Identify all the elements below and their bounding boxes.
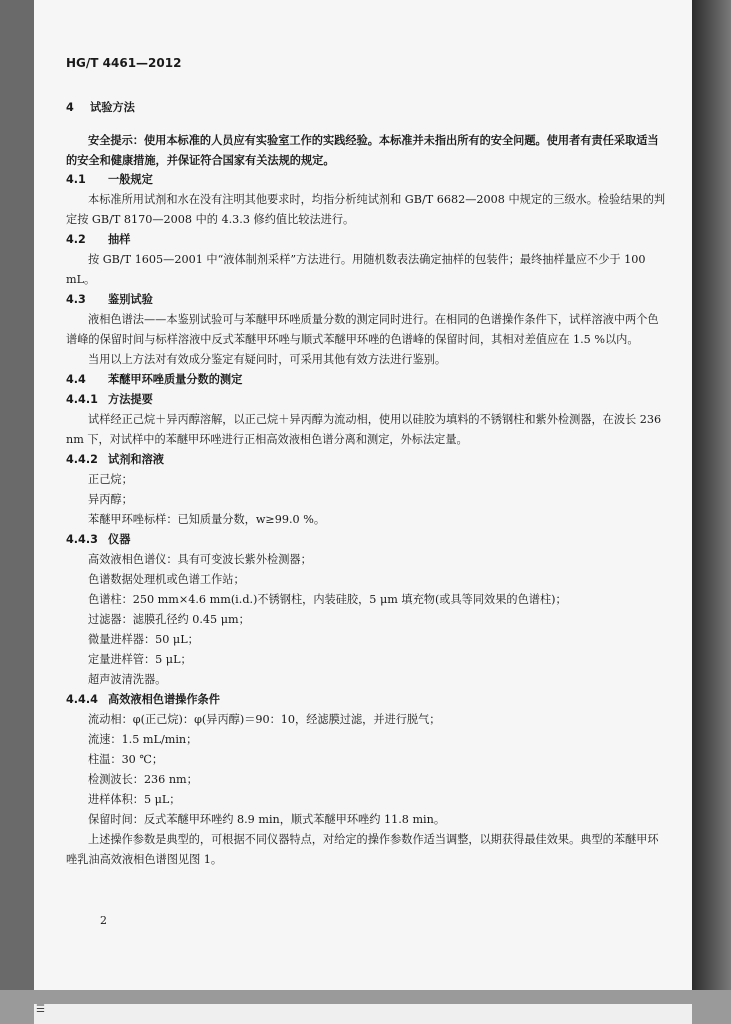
section-4-heading: 4 试验方法: [66, 101, 135, 114]
safety-notice: 安全提示：使用本标准的人员应有实验室工作的实践经验。本标准并未指出所有的安全问题。使用者有责任采取适当的安全和健康措施，并保证符合国家有关法规的规定。: [66, 133, 659, 167]
section-4-3-text: 液相色谱法——本鉴别试验可与苯醚甲环唑质量分数的测定同时进行。在相同的色谱操作条件下，试样溶液中两个色谱峰的保留时间与标样溶液中反式苯醚甲环唑与顺式苯醚甲环唑的色谱峰的保留时间，其相对差值应在 1.5 %以内。: [66, 313, 659, 346]
section-4-1-text: 本标准所用试剂和水在没有注明其他要求时，均指分析纯试剂和 GB/T 6682—2008 中规定的三级水。检验结果的判定按 GB/T 8170—2008 中的 4.3.3 修约值比较法进行。: [66, 193, 666, 226]
instrument-item: 微量进样器：50 μL；: [88, 633, 199, 646]
instrument-item: 高效液相色谱仪：具有可变波长紫外检测器；: [88, 553, 312, 566]
standard-number-header: HG/T 4461—2012: [66, 56, 182, 70]
instrument-item: 超声波清洗器。: [88, 673, 167, 686]
condition-item: 进样体积：5 μL；: [88, 793, 181, 806]
condition-item: 柱温：30 ℃；: [88, 753, 164, 766]
section-4-1-heading: 4.1 一般规定: [66, 173, 153, 186]
section-4-2-heading: 4.2 抽样: [66, 233, 131, 246]
page-content: [66, 98, 666, 870]
section-4-2-text: 按 GB/T 1605—2001 中“液体制剂采样”方法进行。用随机数表法确定抽样的包装件；最终抽样量应不少于 100 mL。: [66, 253, 646, 286]
section-4-3-note: 当用以上方法对有效成分鉴定有疑问时，可采用其他有效方法进行鉴别。: [88, 353, 447, 366]
scan-artifact-mark: ☰: [36, 1004, 45, 1015]
section-4-4-1-text: 试样经正己烷＋异丙醇溶解，以正己烷＋异丙醇为流动相，使用以硅胶为填料的不锈钢柱和紫外检测器，在波长 236 nm 下，对试样中的苯醚甲环唑进行正相高效液相色谱分离和测定，外标法定量。: [66, 413, 662, 446]
section-4-4-4-heading: 4.4.4 高效液相色谱操作条件: [66, 693, 220, 706]
scan-left-margin: [0, 0, 34, 1024]
reagent-item: 异丙醇；: [88, 493, 133, 506]
condition-item: 流速：1.5 mL/min；: [88, 733, 198, 746]
reagent-item: 正己烷；: [88, 473, 133, 486]
section-4-4-2-heading: 4.4.2 试剂和溶液: [66, 453, 164, 466]
instrument-item: 色谱数据处理机或色谱工作站；: [88, 573, 245, 586]
instrument-item: 定量进样管：5 μL；: [88, 653, 192, 666]
scan-right-margin: [692, 0, 731, 1024]
section-4-4-4-text: 上述操作参数是典型的，可根据不同仪器特点，对给定的操作参数作适当调整，以期获得最佳效果。典型的苯醚甲环唑乳油高效液相色谱图见图 1。: [66, 833, 659, 866]
reagent-item: 苯醚甲环唑标样：已知质量分数，w≥99.0 %。: [88, 513, 326, 526]
section-4-4-3-heading: 4.4.3 仪器: [66, 533, 131, 546]
condition-item: 流动相：φ(正己烷)：φ(异丙醇)＝90：10，经滤膜过滤，并进行脱气；: [88, 713, 441, 726]
section-4-4-heading: 4.4 苯醚甲环唑质量分数的测定: [66, 373, 243, 386]
next-page-edge: [34, 1004, 692, 1024]
condition-item: 检测波长：236 nm；: [88, 773, 198, 786]
section-4-4-1-heading: 4.4.1 方法提要: [66, 393, 153, 406]
page-number: 2: [100, 914, 107, 927]
instrument-item: 过滤器：滤膜孔径约 0.45 μm；: [88, 613, 250, 626]
section-4-3-heading: 4.3 鉴别试验: [66, 293, 153, 306]
condition-item: 保留时间：反式苯醚甲环唑约 8.9 min，顺式苯醚甲环唑约 11.8 min。: [88, 813, 446, 826]
instrument-item: 色谱柱：250 mm×4.6 mm(i.d.)不锈钢柱，内装硅胶，5 μm 填充物(或具等同效果的色谱柱)；: [88, 593, 567, 606]
